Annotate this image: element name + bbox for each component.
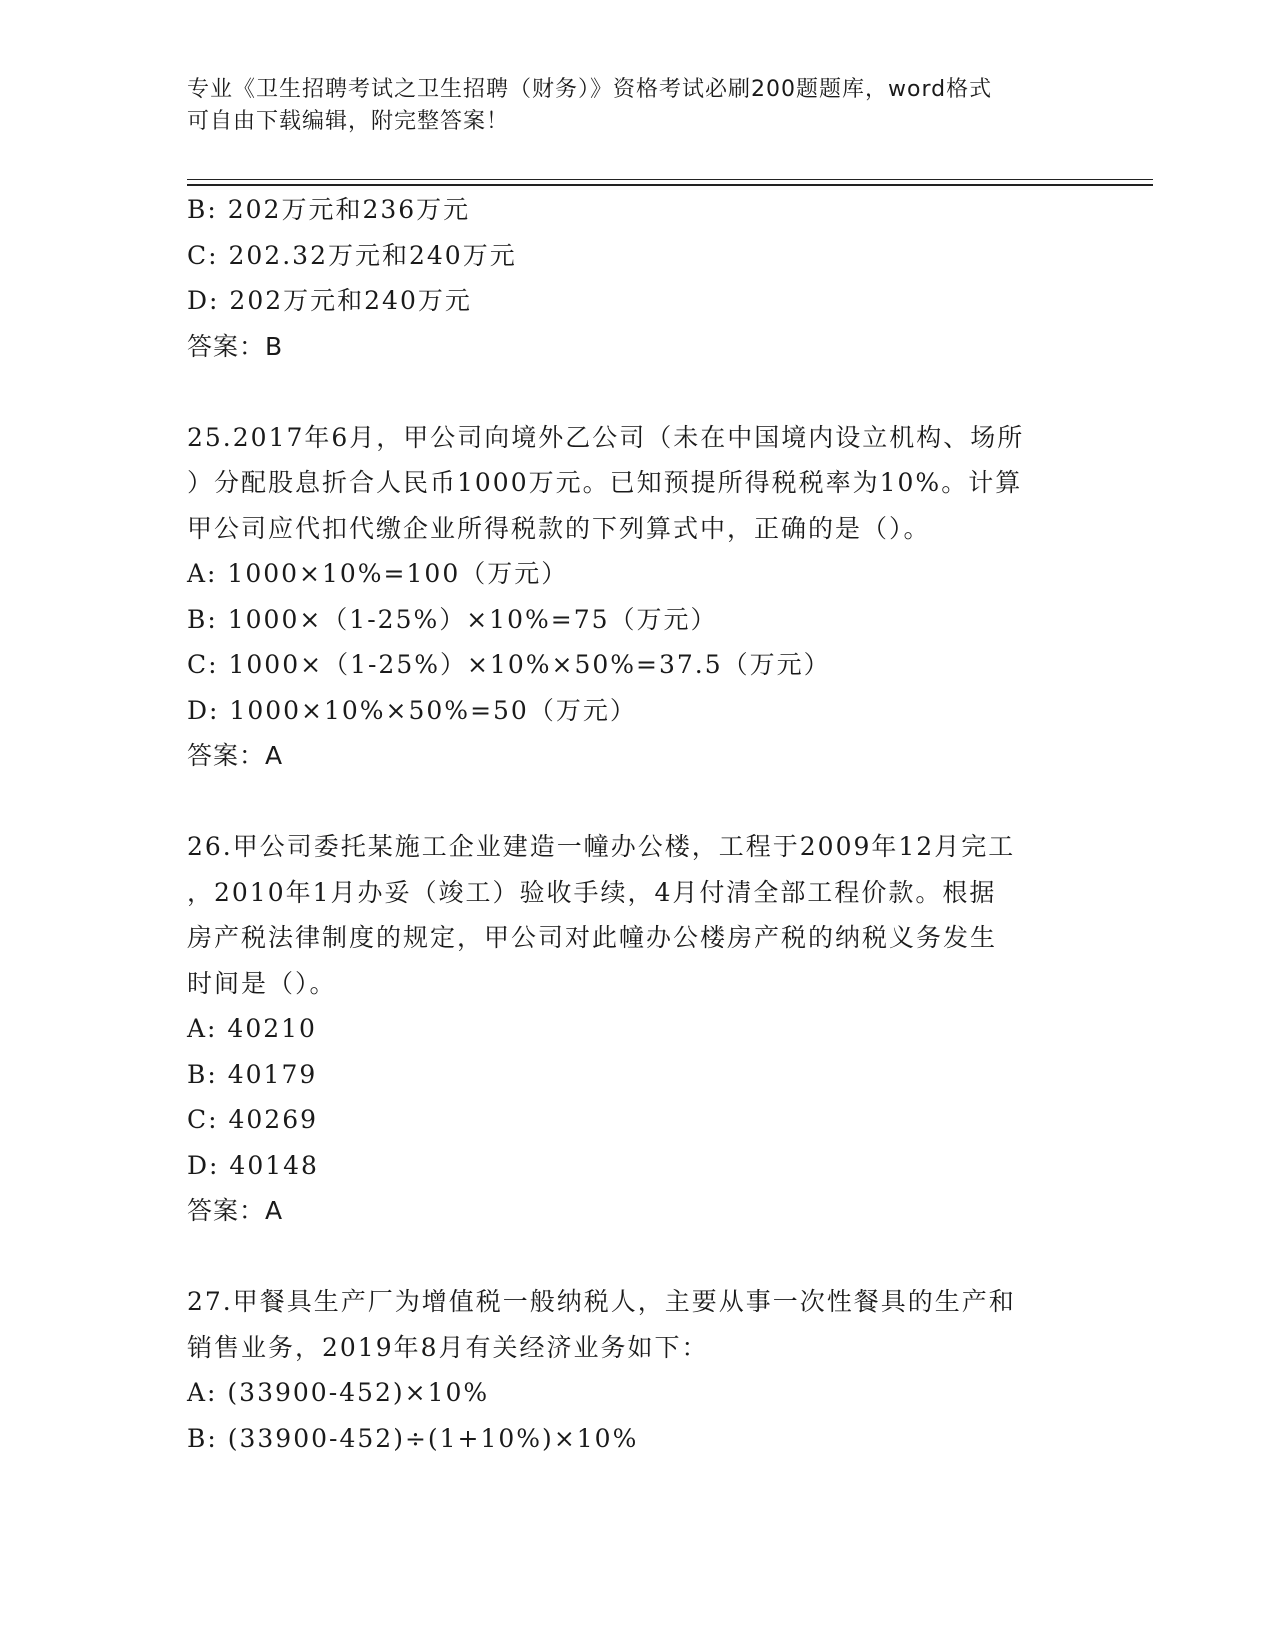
option-d: D: 1000×10%×50%=50（万元） bbox=[187, 695, 637, 725]
question-stem-line: ）分配股息折合人民币1000万元。已知预提所得税税率为10%。计算 bbox=[187, 468, 1023, 497]
option-b: B: 40179 bbox=[187, 1059, 318, 1089]
spacer bbox=[187, 779, 1087, 825]
question-content bbox=[187, 187, 1087, 1461]
header-rule-thin bbox=[187, 179, 1153, 180]
option-a: A: 1000×10%=100（万元） bbox=[187, 559, 569, 588]
page-header bbox=[187, 74, 1067, 138]
answer-line: 答案：A bbox=[187, 741, 284, 770]
question-stem-line: 27.甲餐具生产厂为增值税一般纳税人，主要从事一次性餐具的生产和 bbox=[187, 1287, 1016, 1316]
answer-line: 答案：B bbox=[187, 331, 284, 361]
question-stem-line: ，2010年1月办妥（竣工）验收手续，4月付清全部工程价款。根据 bbox=[187, 877, 997, 907]
question-26 bbox=[187, 824, 1087, 1234]
question-27 bbox=[187, 1279, 1087, 1461]
option-a: A: 40210 bbox=[187, 1014, 317, 1043]
question-stem-line: 时间是（）。 bbox=[187, 968, 337, 998]
spacer bbox=[187, 1234, 1087, 1280]
option-d: D: 40148 bbox=[187, 1150, 319, 1180]
answer-line: 答案：A bbox=[187, 1196, 284, 1225]
option-b: B: 202万元和236万元 bbox=[187, 195, 471, 224]
option-b: B: (33900-452)÷(1+10%)×10% bbox=[187, 1423, 639, 1453]
option-c: C: 1000×（1-25%）×10%×50%=37.5（万元） bbox=[187, 650, 831, 679]
option-c: C: 202.32万元和240万元 bbox=[187, 240, 517, 270]
header-rule-thick bbox=[187, 184, 1153, 186]
question-stem-line: 房产税法律制度的规定，甲公司对此幢办公楼房产税的纳税义务发生 bbox=[187, 923, 998, 952]
option-c: C: 40269 bbox=[187, 1105, 319, 1134]
question-stem-line: 25.2017年6月，甲公司向境外乙公司（未在中国境内设立机构、场所 bbox=[187, 422, 1025, 452]
question-stem-line: 销售业务，2019年8月有关经济业务如下： bbox=[187, 1332, 709, 1362]
option-d: D: 202万元和240万元 bbox=[187, 286, 472, 315]
header-title-line-2: 可自由下载编辑，附完整答案！ bbox=[187, 109, 510, 134]
spacer bbox=[187, 369, 1087, 415]
question-stem-line: 甲公司应代扣代缴企业所得税款的下列算式中，正确的是（）。 bbox=[187, 513, 931, 543]
prev-question-block bbox=[187, 187, 1087, 369]
option-a: A: (33900-452)×10% bbox=[187, 1378, 490, 1407]
option-b: B: 1000×（1-25%）×10%=75（万元） bbox=[187, 604, 718, 634]
question-25 bbox=[187, 415, 1087, 779]
header-title-line-1: 专业《卫生招聘考试之卫生招聘（财务）》资格考试必刷200题题库，word格式 bbox=[187, 77, 993, 102]
question-stem-line: 26.甲公司委托某施工企业建造一幢办公楼，工程于2009年12月完工 bbox=[187, 832, 1016, 861]
